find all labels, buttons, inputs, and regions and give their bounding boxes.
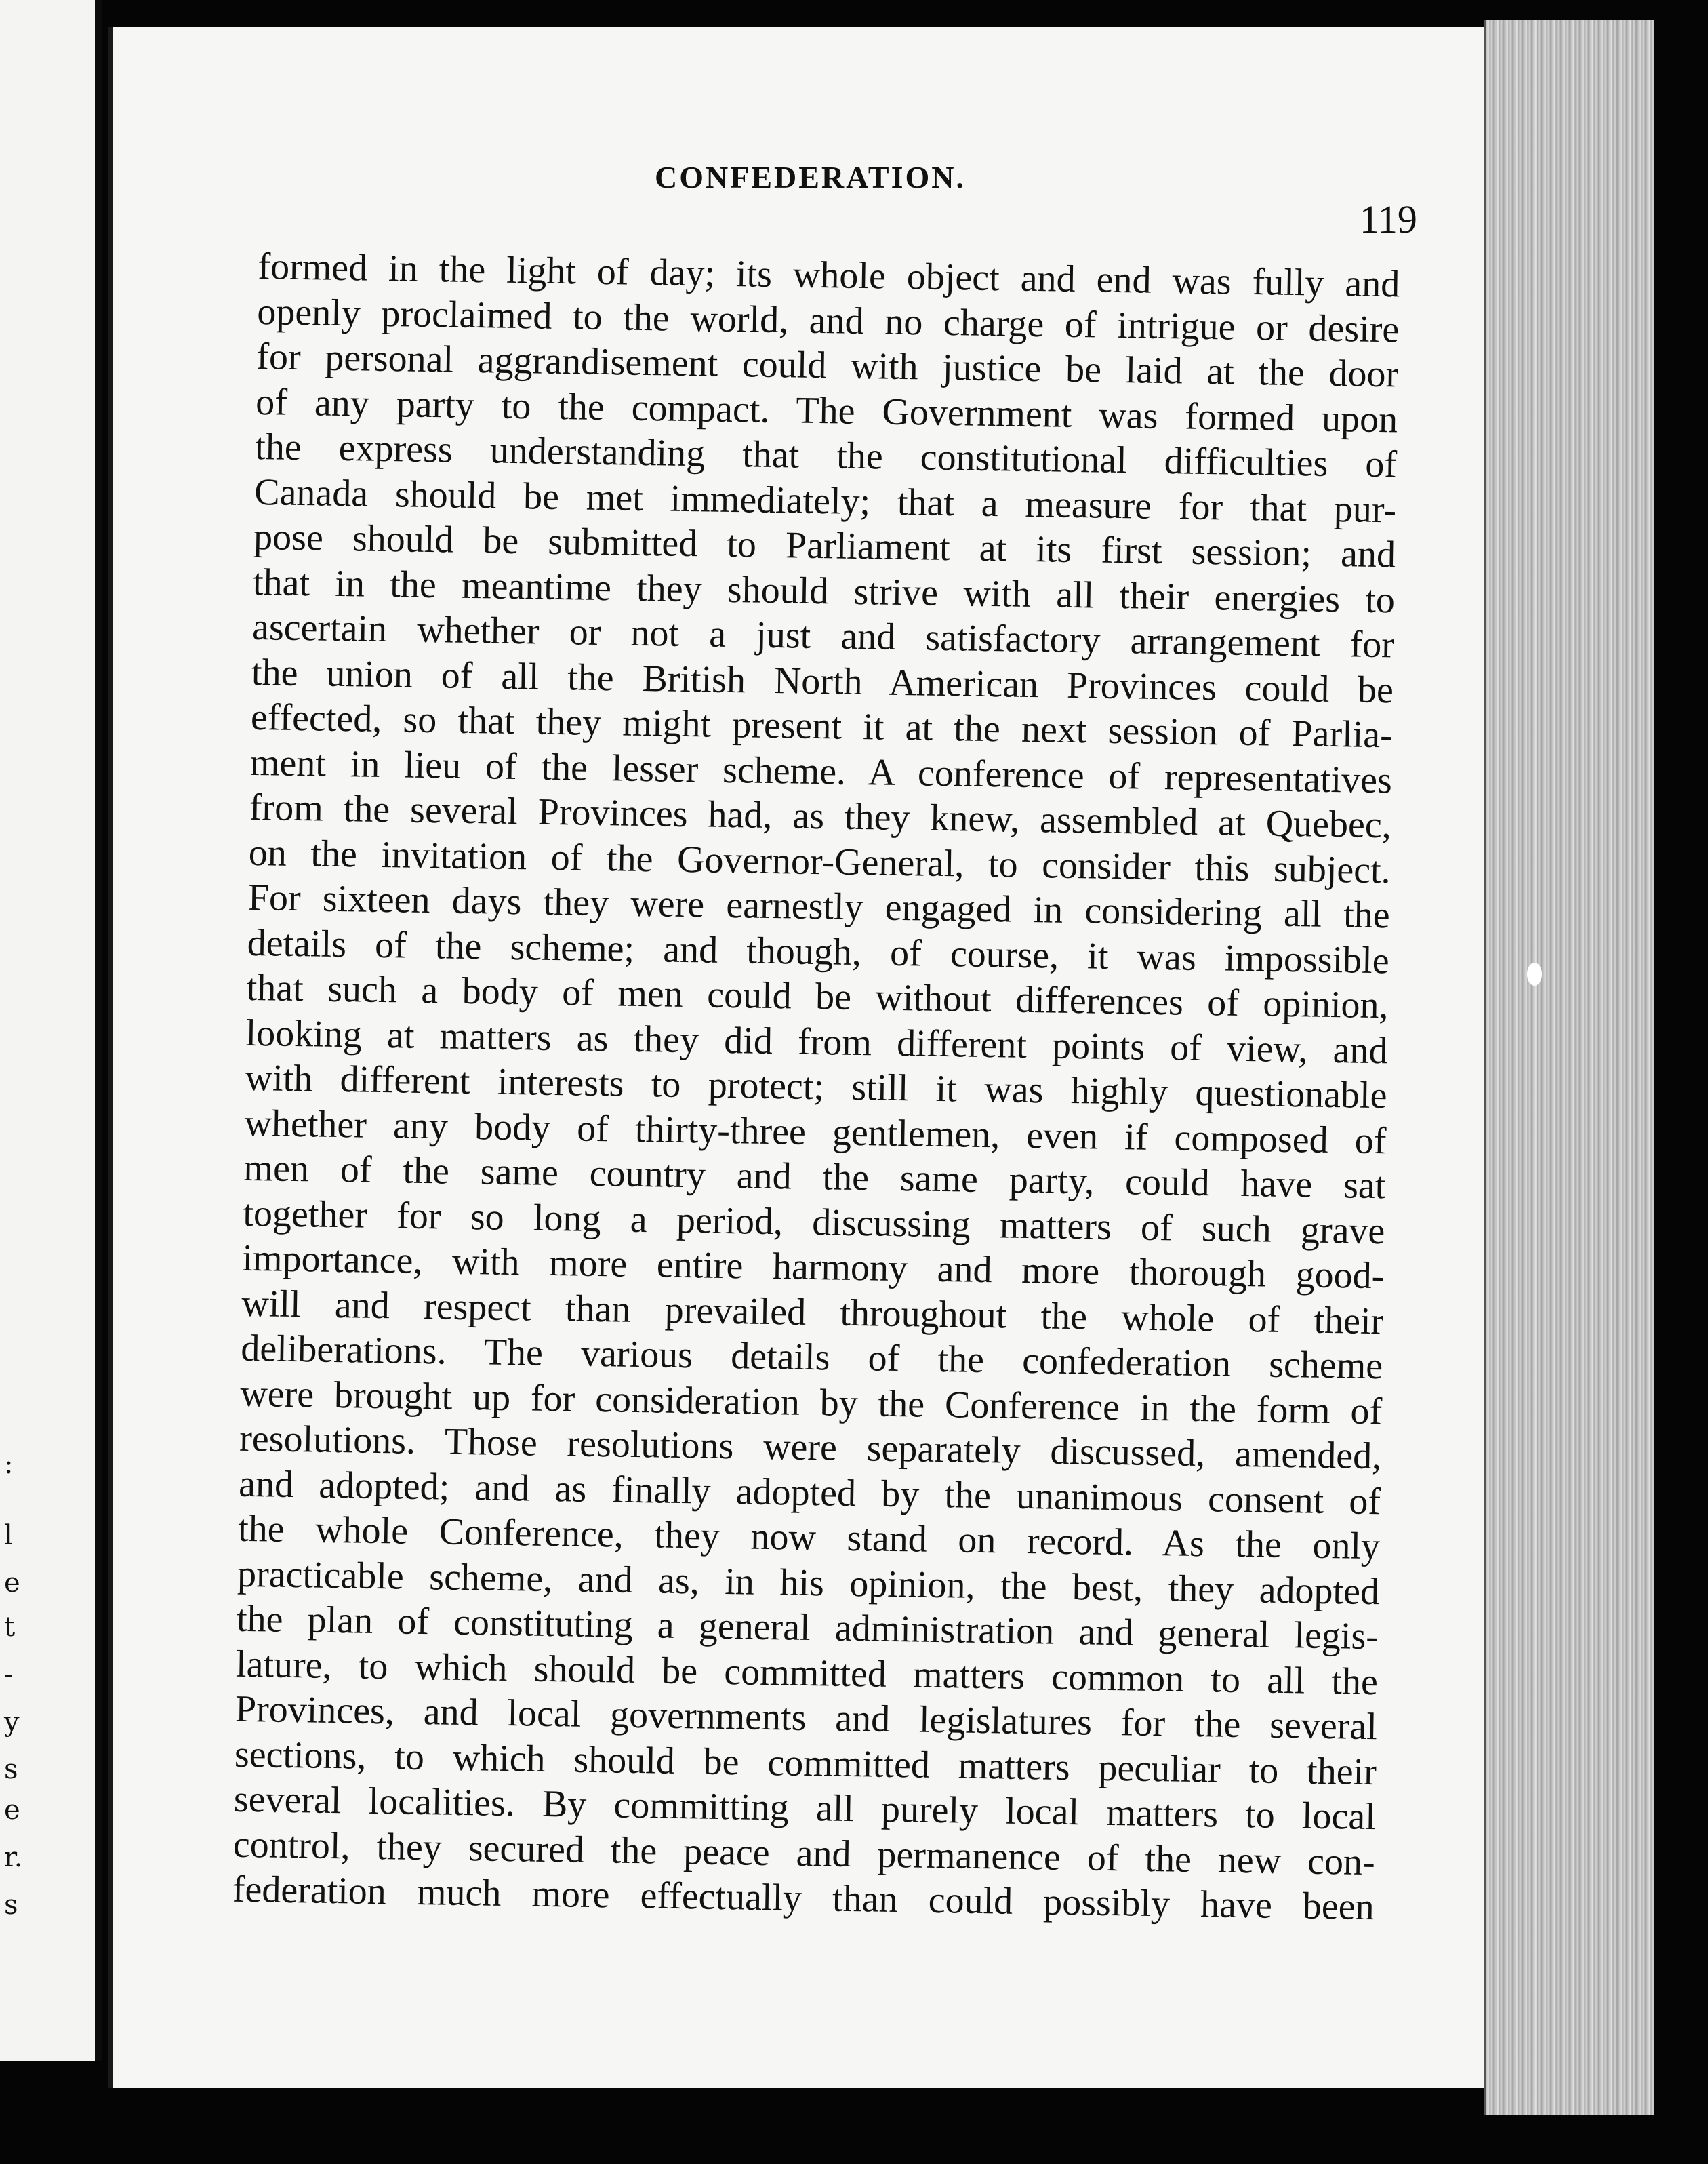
text-line: federation much more effectually than could possibly have been [232, 1868, 1375, 1929]
facing-page-fragment: s [4, 1889, 18, 1921]
text-line: whether any body of thirty-three gentlemen, even if composed of [244, 1102, 1387, 1162]
page-body-text [232, 244, 1400, 1930]
text-line: from the several Provinces had, as they knew, assembled at Quebec, [249, 786, 1392, 847]
text-line: ascertain whether or not a just and satisfactory arrangement for [251, 605, 1395, 666]
facing-page-fragment: r. [4, 1842, 23, 1873]
text-line: together for so long a period, discussing matters of such grave [243, 1192, 1385, 1252]
text-line: pose should be submitted to Parliament at its first session; and [253, 515, 1396, 576]
text-line: For sixteen days they were earnestly engaged in considering all the [247, 876, 1391, 937]
facing-page-fragment: : [4, 1449, 14, 1480]
text-line: details of the scheme; and though, of course, it was impossible [247, 921, 1390, 982]
scan-speck [1527, 963, 1542, 986]
text-line: lature, to which should be committed matters common to all the [235, 1643, 1379, 1703]
facing-page-fragment: l [4, 1520, 13, 1551]
text-line: sections, to which should be committed matters peculiar to their [234, 1733, 1377, 1793]
text-line: for personal aggrandisement could with justice be laid at the door [256, 335, 1399, 396]
text-line: the plan of constituting a general administration and general legis- [236, 1597, 1379, 1658]
text-line: deliberations. The various details of the confederation scheme [240, 1327, 1383, 1388]
text-line: men of the same country and the same party, could have sat [243, 1146, 1386, 1207]
text-line: that such a body of men could be without differences of opinion, [246, 966, 1389, 1027]
text-line: the whole Conference, they now stand on record. As the only [237, 1507, 1381, 1568]
book-page [108, 27, 1502, 2088]
facing-page-fragment: e [4, 1795, 20, 1826]
text-line: ment in lieu of the lesser scheme. A conference of representatives [249, 741, 1393, 801]
text-line: on the invitation of the Governor-General, to consider this subject. [248, 831, 1391, 891]
facing-page-fragment: y [4, 1706, 20, 1738]
text-line: practicable scheme, and as, in his opinion, the best, they adopted [237, 1552, 1380, 1613]
facing-page-fragment: t [4, 1611, 16, 1643]
text-line: several localities. By committing all purely local matters to local [233, 1778, 1377, 1839]
text-line: with different interests to protect; still it was highly questionable [245, 1056, 1387, 1117]
scan-border [1654, 0, 1708, 2164]
page-number: 119 [1360, 197, 1417, 241]
text-line: importance, with more entire harmony and more thorough good- [242, 1237, 1385, 1298]
facing-page-fragment: s [4, 1754, 18, 1785]
text-line: control, they secured the peace and permanence of the new con- [232, 1823, 1376, 1883]
text-line: Provinces, and local governments and legislatures for the several [235, 1687, 1378, 1748]
text-line: of any party to the compact. The Government was formed upon [255, 380, 1398, 441]
text-line: effected, so that they might present it at the next session of Parlia- [250, 696, 1394, 757]
facing-page-fragment: e [4, 1567, 20, 1599]
text-line: resolutions. Those resolutions were separately discussed, amended, [239, 1417, 1382, 1478]
running-header: CONFEDERATION. [655, 160, 967, 195]
text-line: the union of all the British North American Provinces could be [251, 651, 1394, 711]
text-line: the express understanding that the constitutional difficulties of [254, 425, 1398, 486]
text-line: formed in the light of day; its whole object and end was fully and [257, 245, 1400, 306]
text-line: that in the meantime they should strive with all their energies to [252, 561, 1396, 621]
page-block-edges [1484, 20, 1656, 2115]
text-line: Canada should be met immediately; that a measure for that pur- [253, 470, 1397, 531]
text-line: will and respect than prevailed throughout the whole of their [241, 1282, 1384, 1342]
facing-page-edge [0, 0, 102, 2061]
facing-page-fragment: - [4, 1659, 14, 1690]
text-line: were brought up for consideration by the Conference in the form of [239, 1372, 1383, 1432]
text-line: and adopted; and as finally adopted by the unanimous consent of [238, 1462, 1381, 1523]
text-line: looking at matters as they did from different points of view, and [245, 1011, 1389, 1072]
text-line: openly proclaimed to the world, and no charge of intrigue or desire [256, 290, 1400, 350]
